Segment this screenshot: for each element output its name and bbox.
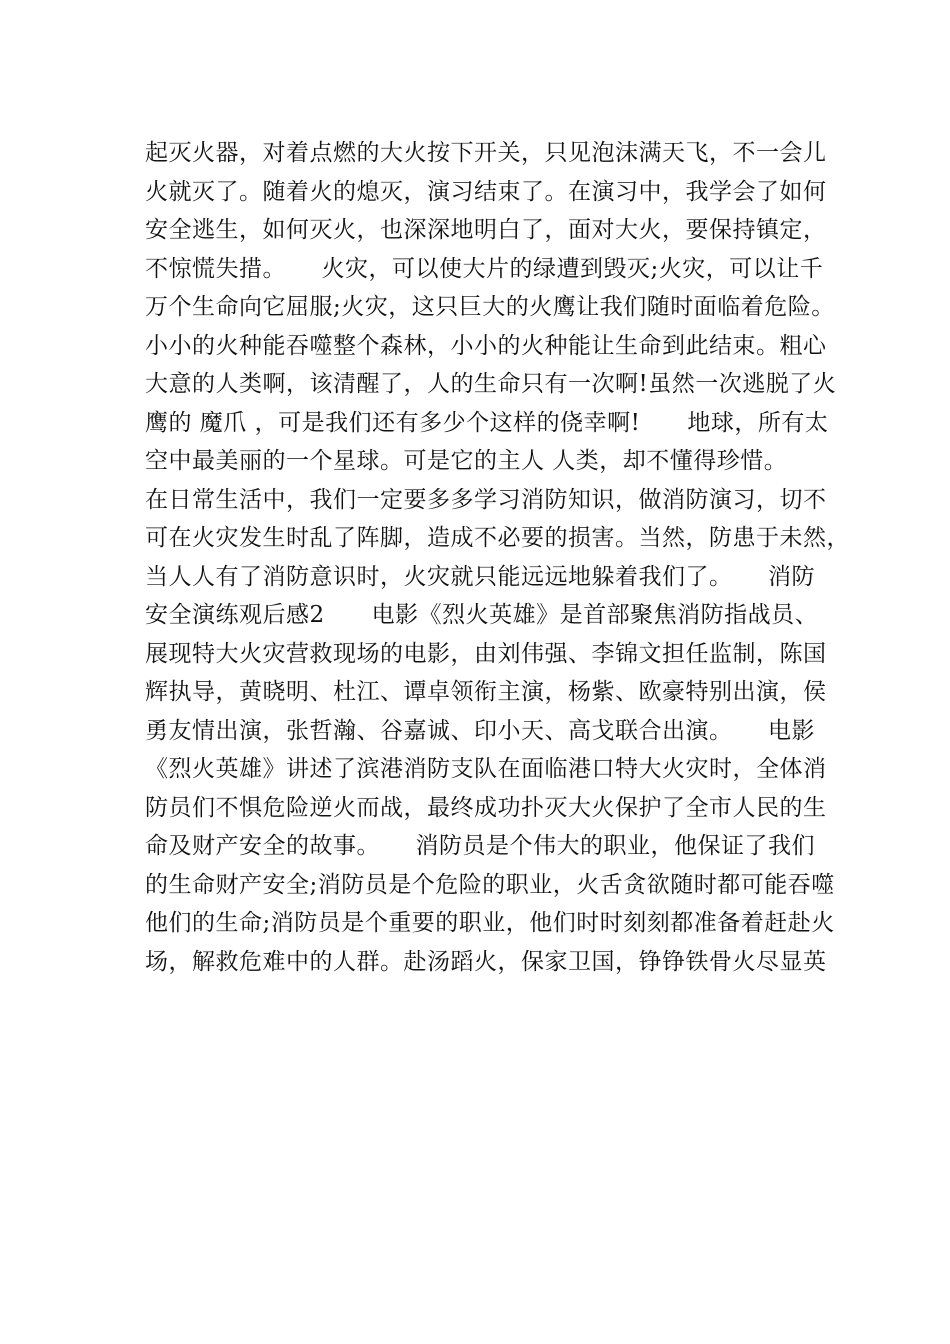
text-line: 《烈火英雄》讲述了滨港消防支队在面临港口特大火灾时，全体消 <box>145 756 827 782</box>
text-line: 空中最美丽的一个星球。可是它的主人 人类，却不懂得珍惜。 <box>145 448 788 474</box>
text-line: 当人人有了消防意识时，火灾就只能远远地躲着我们了。 消防 <box>145 563 815 590</box>
text-line: 展现特大火灾营救现场的电影，由刘伟强、李锦文担任监制，陈国 <box>145 640 827 667</box>
text-line: 的生命财产安全;消防员是个危险的职业，火舌贪欲随时都可能吞噬 <box>145 871 835 898</box>
body-text <box>145 134 850 981</box>
text-line: 辉执导，黄晓明、杜江、谭卓领衔主演，杨紫、欧豪特别出演，侯 <box>145 679 827 705</box>
text-line: 火就灭了。随着火的熄灭，演习结束了。在演习中，我学会了如何 <box>145 178 827 205</box>
text-line: 勇友情出演，张哲瀚、谷嘉诚、印小天、高戈联合出演。 电影 <box>145 717 815 744</box>
text-line: 命及财产安全的故事。 消防员是个伟大的职业，他保证了我们 <box>145 833 815 859</box>
text-line: 安全演练观后感2 电影《烈火英雄》是首部聚焦消防指战员、 <box>145 602 819 628</box>
text-line: 万个生命向它屈服;火灾，这只巨大的火鹰让我们随时面临着危险。 <box>145 294 835 320</box>
text-line: 安全逃生，如何灭火，也深深地明白了，面对大火，要保持镇定， <box>145 217 827 243</box>
text-line: 可在火灾发生时乱了阵脚，造成不必要的损害。当然，防患于未然， <box>145 525 850 551</box>
text-line: 不惊慌失措。 火灾，可以使大片的绿遭到毁灭;火灾，可以让千 <box>145 255 824 282</box>
text-line: 防员们不惧危险逆火而战，最终成功扑灭大火保护了全市人民的生 <box>145 794 827 821</box>
text-line: 小小的火种能吞噬整个森林，小小的火种能让生命到此结束。粗心 <box>145 332 827 359</box>
text-line: 鹰的 魔爪 ，可是我们还有多少个这样的侥幸啊! 地球，所有太 <box>145 409 829 436</box>
text-line: 场，解救危难中的人群。赴汤蹈火，保家卫国，铮铮铁骨火尽显英 <box>145 948 827 975</box>
text-line: 他们的生命;消防员是个重要的职业，他们时时刻刻都准备着赶赴火 <box>145 910 835 936</box>
text-line: 在日常生活中，我们一定要多多学习消防知识，做消防演习，切不 <box>145 486 827 513</box>
text-line: 起灭火器，对着点燃的大火按下开关，只见泡沫满天飞，不一会儿 <box>145 140 827 166</box>
text-line: 大意的人类啊，该清醒了，人的生命只有一次啊!虽然一次逃脱了火 <box>145 371 837 397</box>
